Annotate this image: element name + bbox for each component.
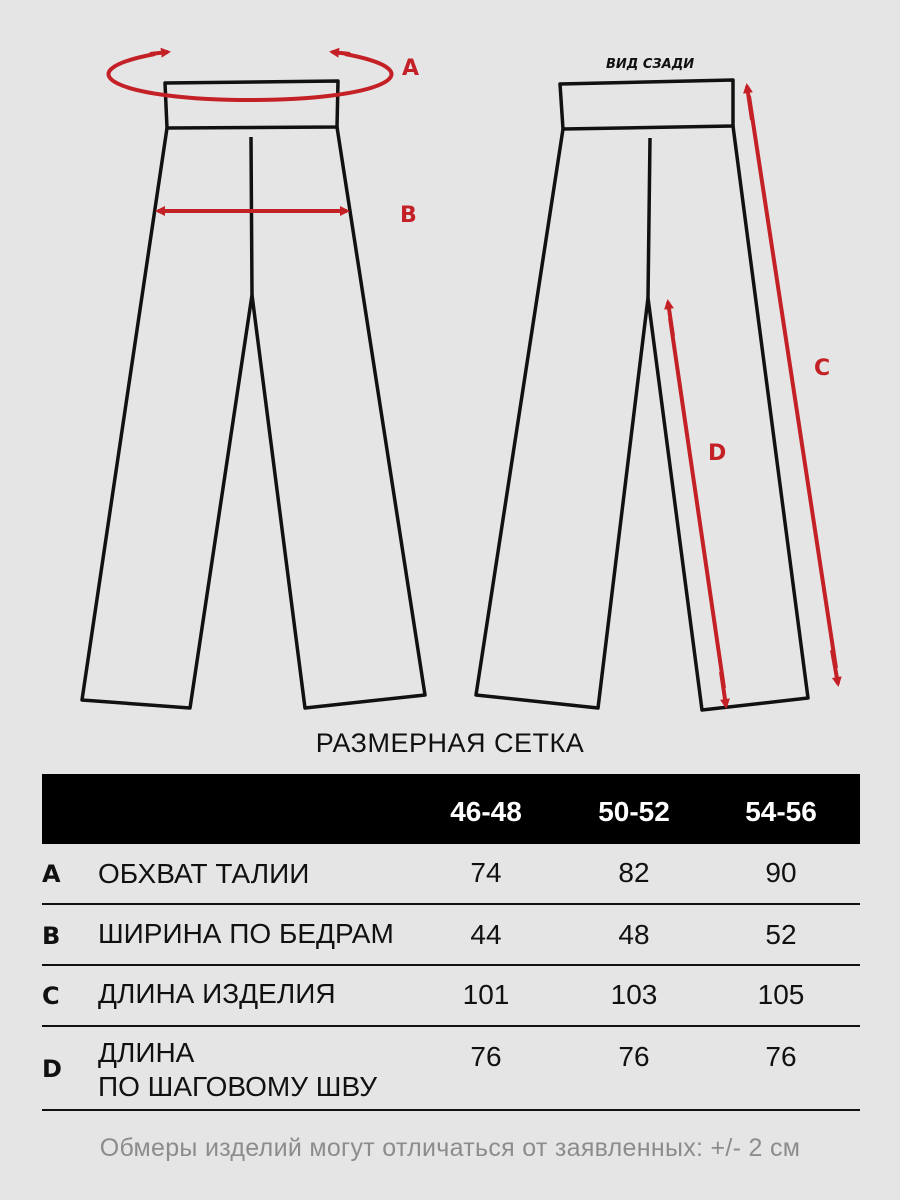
- table-cell: 101: [462, 979, 510, 1010]
- size-column-header: 54-56: [745, 796, 817, 827]
- label-a: A: [402, 56, 420, 81]
- row-letter: A: [42, 860, 61, 888]
- table-row: [42, 905, 860, 966]
- row-letter: D: [42, 1055, 62, 1083]
- row-label-line: ДЛИНА: [98, 1037, 195, 1068]
- front-center-seam: [251, 137, 252, 295]
- size-column-header: 46-48: [450, 796, 522, 827]
- back-waistband: [560, 80, 733, 129]
- table-row: [42, 1027, 860, 1111]
- table-cell: 74: [470, 857, 502, 888]
- table-cell: 103: [610, 979, 658, 1010]
- row-letter: B: [42, 922, 61, 950]
- table-cell: 52: [765, 919, 797, 950]
- table-cell: 76: [618, 1041, 650, 1072]
- table-row: [42, 844, 860, 905]
- size-column-header: 50-52: [598, 796, 670, 827]
- table-cell: 90: [765, 857, 797, 888]
- row-letter: C: [42, 982, 60, 1010]
- label-d: D: [708, 441, 727, 466]
- table-cell: 76: [470, 1041, 502, 1072]
- measure-c-arrow: [747, 86, 838, 684]
- back-view-label: ВИД СЗАДИ: [606, 57, 695, 72]
- label-b: B: [400, 203, 417, 228]
- back-center-seam: [648, 138, 650, 298]
- front-trouser-outline: [82, 127, 425, 708]
- table-cell: 44: [470, 919, 502, 950]
- front-view: [82, 81, 425, 708]
- row-label: [98, 1036, 377, 1104]
- row-label: ДЛИНА ИЗДЕЛИЯ: [98, 978, 336, 1009]
- size-header-row: [42, 774, 860, 844]
- back-view: [476, 80, 808, 710]
- measurement-disclaimer: Обмеры изделий могут отличаться от заявленных: +/- 2 см: [99, 1134, 801, 1162]
- front-waistband: [165, 81, 338, 128]
- label-c: C: [814, 356, 831, 381]
- row-label: ОБХВАТ ТАЛИИ: [98, 858, 310, 889]
- measure-a-arrow: [109, 52, 392, 100]
- row-divider: [42, 1109, 860, 1111]
- table-cell: 48: [618, 919, 650, 950]
- row-label-line: ПО ШАГОВОМУ ШВУ: [98, 1071, 378, 1102]
- size-chart-title: РАЗМЕРНАЯ СЕТКА: [315, 728, 585, 758]
- row-label: ШИРИНА ПО БЕДРАМ: [98, 918, 394, 949]
- table-cell: 105: [757, 979, 805, 1010]
- table-row: [42, 966, 860, 1027]
- back-trouser-outline: [476, 126, 808, 710]
- table-cell: 76: [765, 1041, 797, 1072]
- table-cell: 82: [618, 857, 650, 888]
